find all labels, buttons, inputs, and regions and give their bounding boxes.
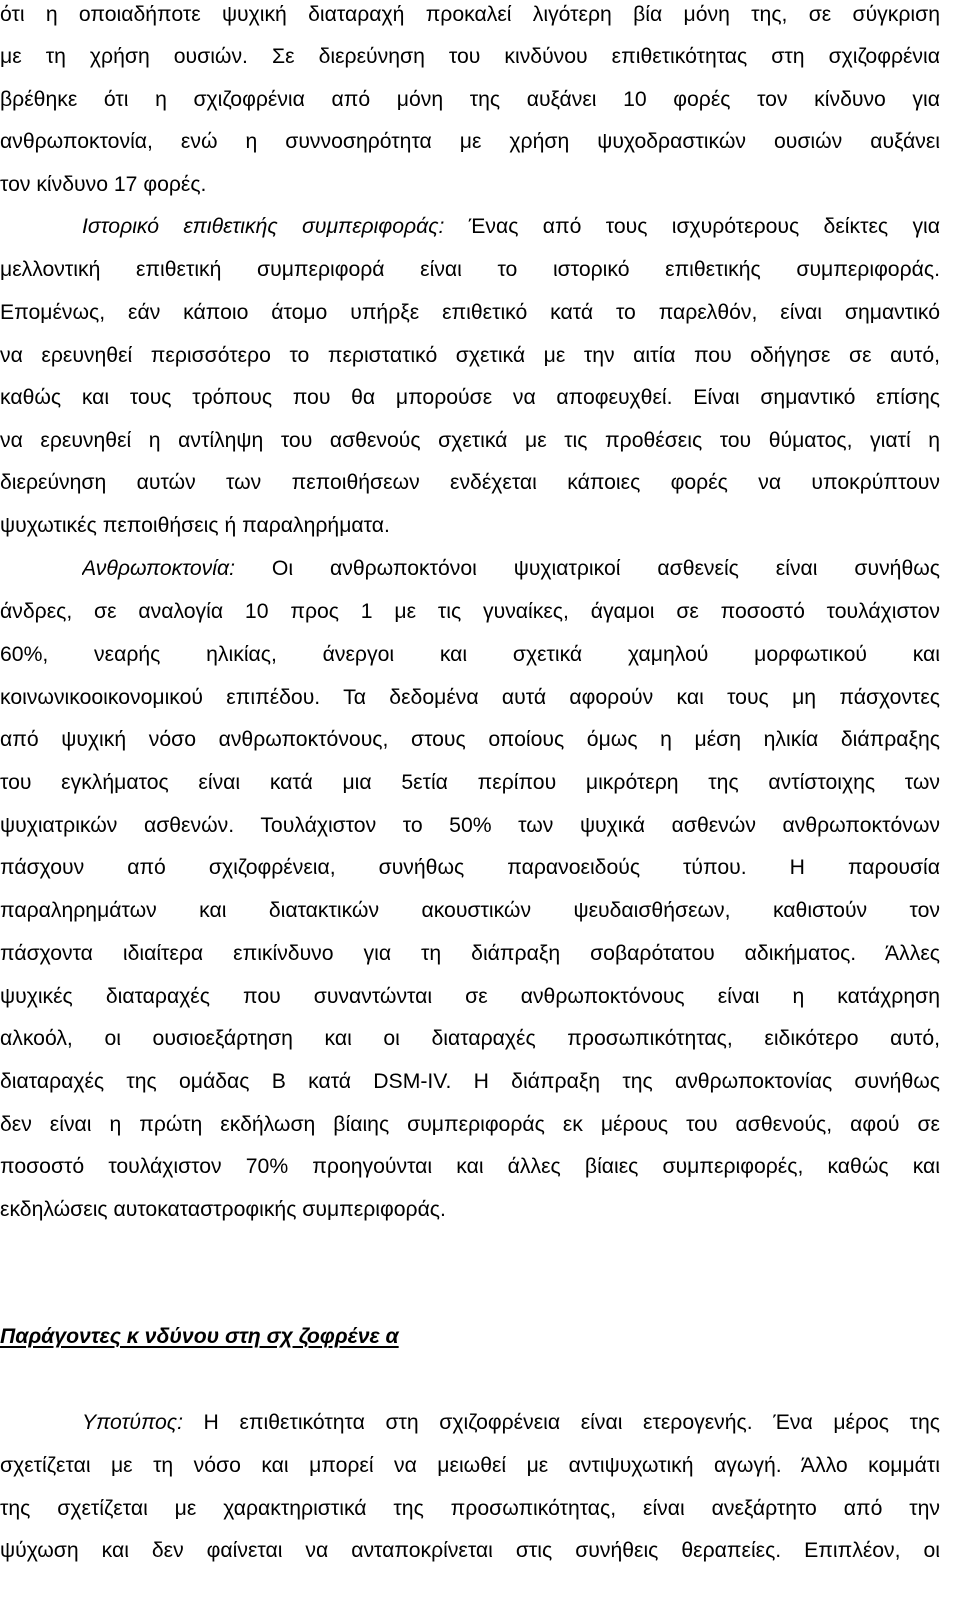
text-line: αλκοόλ, οι ουσιοεξάρτηση και οι διαταραχές προσωπικότητας, ειδικότερο αυτό, bbox=[0, 1027, 940, 1050]
text-line: από ψυχική νόσο ανθρωποκτόνους, στους οποίους όμως η μέση ηλικία διάπραξης bbox=[0, 728, 940, 751]
text-line: του εγκλήματος είναι κατά μια 5ετία περίπου μικρότερη της αντίστοιχης των bbox=[0, 771, 940, 794]
paragraph-label: Ανθρωποκτονία: bbox=[82, 557, 235, 580]
paragraph-text: Οι ανθρωποκτόνοι ψυχιατρικοί ασθενείς είναι συνήθως bbox=[234, 557, 940, 580]
paragraph-first-line bbox=[82, 1408, 940, 1438]
text-line: κοινωνικοοικονομικού επιπέδου. Τα δεδομένα αυτά αφορούν και τους μη πάσχοντες bbox=[0, 686, 940, 709]
text-line: 60%, νεαρής ηλικίας, άνεργοι και σχετικά χαμηλού μορφωτικού και bbox=[0, 643, 940, 666]
text-line: πάσχουν από σχιζοφρένεια, συνήθως παρανοειδούς τύπου. Η παρουσία bbox=[0, 856, 940, 879]
text-line: καθώς και τους τρόπους που θα μπορούσε να αποφευχθεί. Είναι σημαντικό επίσης bbox=[0, 386, 940, 409]
text-line: μελλοντική επιθετική συμπεριφορά είναι το ιστορικό επιθετικής συμπεριφοράς. bbox=[0, 258, 940, 281]
text-line: παραληρημάτων και διατακτικών ακουστικών ψευδαισθήσεων, καθιστούν τον bbox=[0, 899, 940, 922]
text-line: ψυχικές διαταραχές που συναντώνται σε ανθρωποκτόνους είναι η κατάχρηση bbox=[0, 985, 940, 1008]
paragraph-label: Υποτύπος: bbox=[82, 1411, 183, 1434]
text-line: ψυχωτικές πεποιθήσεις ή παραληρήματα. bbox=[0, 514, 390, 537]
paragraph-text: Ένας από τους ισχυρότερους δείκτες για bbox=[444, 215, 940, 238]
text-line: ποσοστό τουλάχιστον 70% προηγούνται και άλλες βίαιες συμπεριφορές, καθώς και bbox=[0, 1155, 940, 1178]
text-line: άνδρες, σε αναλογία 10 προς 1 με τις γυναίκες, άγαμοι σε ποσοστό τουλάχιστον bbox=[0, 600, 940, 623]
paragraph-first-line bbox=[82, 212, 940, 242]
text-line: Επομένως, εάν κάποιο άτομο υπήρξε επιθετικό κατά το παρελθόν, είναι σημαντικό bbox=[0, 301, 940, 324]
paragraph-first-line bbox=[82, 554, 940, 584]
text-line: της σχετίζεται με χαρακτηριστικά της προσωπικότητας, είναι ανεξάρτητο από την bbox=[0, 1497, 940, 1520]
text-line: ότι η οποιαδήποτε ψυχική διαταραχή προκαλεί λιγότερη βία μόνη της, σε σύγκριση bbox=[0, 3, 940, 26]
text-line: δεν είναι η πρώτη εκδήλωση βίαιης συμπεριφοράς εκ μέρους του ασθενούς, αφού σε bbox=[0, 1113, 940, 1136]
text-line: να ερευνηθεί περισσότερο το περιστατικό σχετικά με την αιτία που οδήγησε σε αυτό, bbox=[0, 344, 940, 367]
text-line: τον κίνδυνο 17 φορές. bbox=[0, 173, 207, 196]
text-line: σχετίζεται με τη νόσο και μπορεί να μειωθεί με αντιψυχωτική αγωγή. Άλλο κομμάτι bbox=[0, 1454, 940, 1477]
text-line: διερεύνηση αυτών των πεποιθήσεων ενδέχεται κάποιες φορές να υποκρύπτουν bbox=[0, 471, 940, 494]
text-line: ανθρωποκτονία, ενώ η συννοσηρότητα με χρήση ψυχοδραστικών ουσιών αυξάνει bbox=[0, 130, 940, 153]
text-line: να ερευνηθεί η αντίληψη του ασθενούς σχετικά με τις προθέσεις του θύματος, γιατί η bbox=[0, 429, 940, 452]
text-line: πάσχοντα ιδιαίτερα επικίνδυνο για τη διάπραξη σοβαρότατου αδικήματος. Άλλες bbox=[0, 942, 940, 965]
text-line: ψυχιατρικών ασθενών. Τουλάχιστον το 50% των ψυχικά ασθενών ανθρωποκτόνων bbox=[0, 814, 940, 837]
text-line: εκδηλώσεις αυτοκαταστροφικής συμπεριφοράς. bbox=[0, 1198, 446, 1221]
text-line: βρέθηκε ότι η σχιζοφρένια από μόνη της αυξάνει 10 φορές τον κίνδυνο για bbox=[0, 88, 940, 111]
text-line: ψύχωση και δεν φαίνεται να ανταποκρίνεται στις συνήθεις θεραπείες. Επιπλέον, οι bbox=[0, 1539, 940, 1562]
paragraph-text: Η επιθετικότητα στη σχιζοφρένεια είναι ετερογενής. Ένα μέρος της bbox=[182, 1411, 940, 1434]
text-line: διαταραχές της ομάδας Β κατά DSM-IV. Η διάπραξη της ανθρωποκτονίας συνήθως bbox=[0, 1070, 940, 1093]
section-heading: Παράγοντες κ νδύνου στη σχ ζοφρένε α bbox=[0, 1325, 399, 1348]
text-line: με τη χρήση ουσιών. Σε διερεύνηση του κινδύνου επιθετικότητας στη σχιζοφρένια bbox=[0, 45, 940, 68]
paragraph-label: Ιστορικό επιθετικής συμπεριφοράς: bbox=[82, 215, 445, 238]
